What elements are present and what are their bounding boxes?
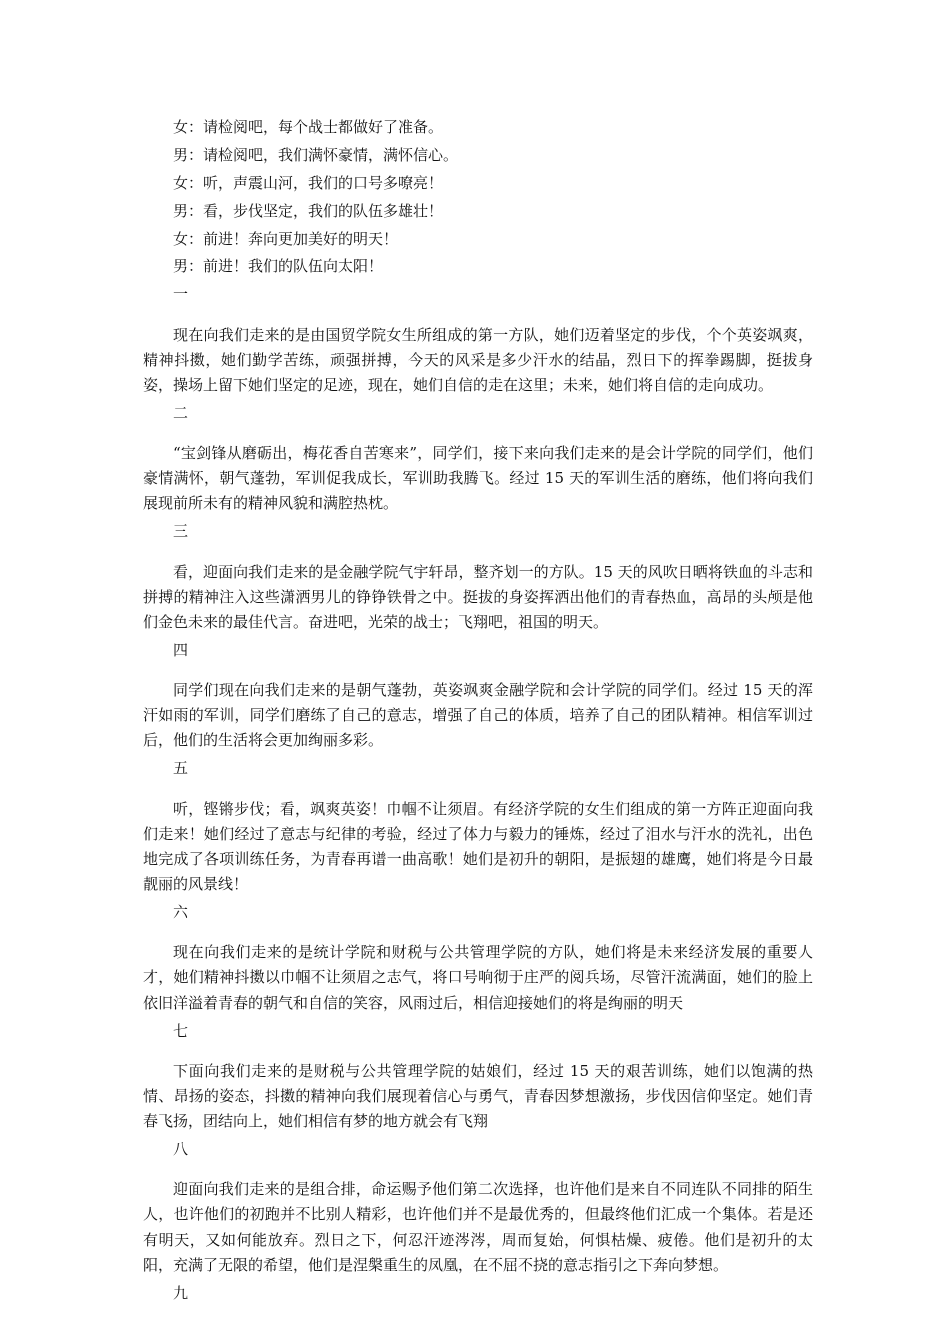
dialogue-line: 女：前进！奔向更加美好的明天！ (173, 229, 399, 248)
section-4 (143, 638, 813, 754)
dialogue-line: 女：请检阅吧，每个战士都做好了准备。 (173, 118, 444, 136)
section-8 (143, 1137, 813, 1278)
document-body (143, 115, 813, 1309)
section-number: 七 (173, 1021, 189, 1040)
section-number: 一 (173, 285, 189, 304)
section-text: 现在向我们走来的是统计学院和财税与公共管理学院的方队，她们将是未来经济发展的重要人才，她们精神抖擞以巾帼不让须眉之志气，将口号响彻于庄严的阅兵场，尽管汗流满面，她们的脸上依旧洋溢着青春的朝气和自信的笑容，风雨过后，相信迎接她们的将是绚丽的明天 (143, 943, 813, 1012)
section-text: 听，铿锵步伐；看，飒爽英姿！巾帼不让须眉。有经济学院的女生们组成的第一方阵正迎面向我们走来！她们经过了意志与纪律的考验，经过了体力与毅力的锤炼，经过了泪水与汗水的洗礼，出色地完成了各项训练任务，为青春再谱一曲高歌！她们是初升的朝阳，是振翅的雄鹰，她们将是今日最靓丽的风景线！ (143, 799, 813, 894)
section-7 (143, 1019, 813, 1135)
section-number: 六 (173, 903, 189, 922)
section-number: 三 (173, 522, 189, 541)
section-text: “宝剑锋从磨砺出，梅花香自苦寒来”，同学们，接下来向我们走来的是会计学院的同学们，他们豪情满怀，朝气蓬勃，军训促我成长，军训助我腾飞。经过 15 天的军训生活的磨练，他们将向我们展现前所未有的精神风貌和满腔热枕。 (143, 444, 813, 513)
section-6 (143, 900, 813, 1016)
section-3 (143, 519, 813, 635)
dialogue-line: 男：看，步伐坚定，我们的队伍多雄壮！ (173, 201, 444, 220)
section-1 (143, 282, 813, 398)
section-9 (173, 1281, 813, 1306)
section-number: 二 (173, 403, 189, 422)
section-number: 四 (173, 640, 189, 659)
section-number: 八 (173, 1140, 189, 1159)
dialogue-line: 男：前进！我们的队伍向太阳！ (173, 257, 384, 276)
section-2 (143, 401, 813, 517)
section-text: 看，迎面向我们走来的是金融学院气宇轩昂，整齐划一的方队。15 天的风吹日晒将铁血的斗志和拼搏的精神注入这些潇洒男儿的铮铮铁骨之中。挺拔的身姿挥洒出他们的青春热血，高昂的头颅是他们金色未来的最佳代言。奋进吧，光荣的战士；飞翔吧，祖国的明天。 (143, 562, 813, 631)
section-number: 九 (173, 1283, 189, 1302)
section-text: 迎面向我们走来的是组合排，命运赐予他们第二次选择，也许他们是来自不同连队不同排的陌生人，也许他们的初跑并不比别人精彩，也许他们并不是最优秀的，但最终他们汇成一个集体。若是还有明天，又如何能放弃。烈日之下，何忍汗迹涔涔，周而复始，何惧枯燥、疲倦。他们是初升的太阳，充满了无限的希望，他们是涅槃重生的凤凰，在不屈不挠的意志指引之下奔向梦想。 (143, 1180, 813, 1274)
dialogue-block (173, 115, 813, 280)
section-number: 五 (173, 759, 189, 778)
dialogue-line: 男：请检阅吧，我们满怀豪情，满怀信心。 (173, 145, 459, 164)
section-text: 同学们现在向我们走来的是朝气蓬勃，英姿飒爽金融学院和会计学院的同学们。经过 15 天的浑汗如雨的军训，同学们磨练了自己的意志，增强了自己的体质，培养了自己的团队精神。相信军训过后，他们的生活将会更加绚丽多彩。 (143, 681, 813, 750)
section-5 (143, 756, 813, 897)
dialogue-line: 女：听，声震山河，我们的口号多嘹亮！ (173, 173, 444, 192)
section-text: 下面向我们走来的是财税与公共管理学院的姑娘们，经过 15 天的艰苦训练，她们以饱满的热情、昂扬的姿态，抖擞的精神向我们展现着信心与勇气，青春因梦想激扬，步伐因信仰坚定。她们青春飞扬，团结向上，她们相信有梦的地方就会有飞翔 (143, 1061, 813, 1131)
section-text: 现在向我们走来的是由国贸学院女生所组成的第一方队，她们迈着坚定的步伐，个个英姿飒爽，精神抖擞，她们勤学苦练，顽强拼搏，今天的风采是多少汗水的结晶，烈日下的挥拳踢脚，挺拔身姿，操场上留下她们坚定的足迹，现在，她们自信的走在这里；未来，她们将自信的走向成功。 (143, 325, 813, 394)
